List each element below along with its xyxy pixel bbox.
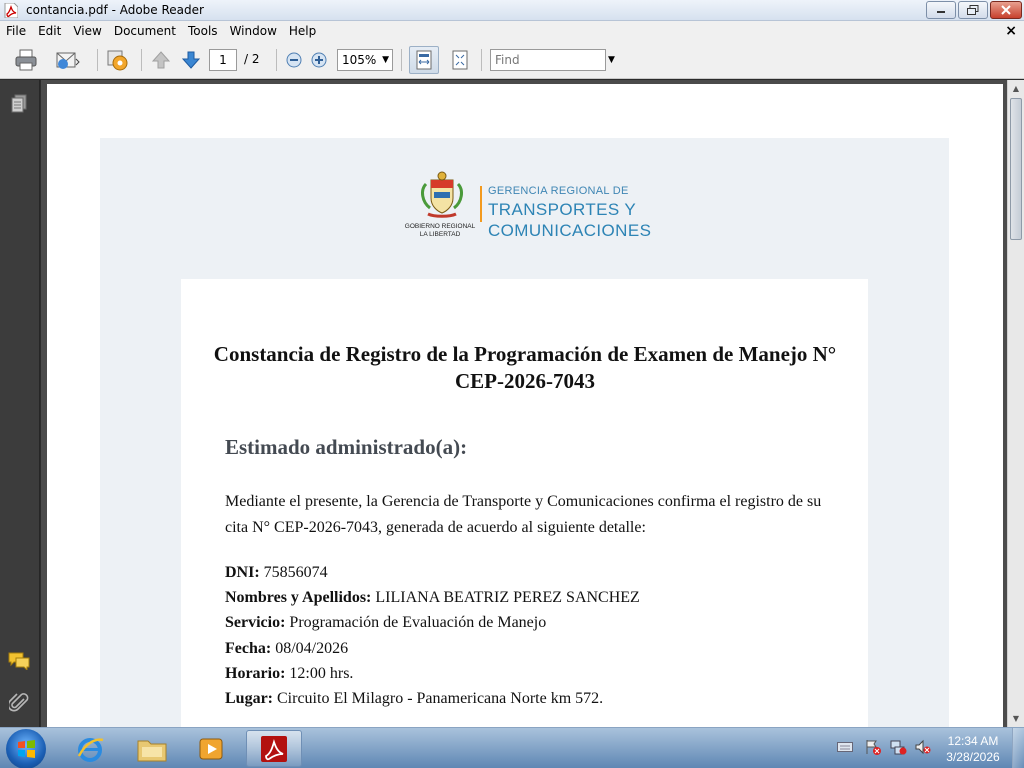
email-icon [55, 49, 81, 71]
close-document-button[interactable]: × [1005, 23, 1017, 39]
detail-label: Nombres y Apellidos: [225, 589, 372, 607]
attachments-panel-button[interactable] [8, 693, 30, 715]
document-viewport[interactable] [41, 80, 1007, 727]
start-button[interactable] [6, 729, 46, 768]
document-title: Constancia de Registro de la Programación de Examen de Manejo N° CEP-2026-7043 [213, 342, 837, 393]
collaborate-button[interactable] [103, 48, 131, 72]
menu-view[interactable]: View [73, 24, 102, 38]
intro-paragraph: Mediante el presente, la Gerencia de Transporte y Comunicaciones confirma el registro de su cita N° CEP-2026-7043, generada de acuerdo al siguiente detalle: [225, 493, 822, 536]
detail-value: 12:00 hrs. [289, 664, 354, 682]
detail-row-servicio [225, 610, 825, 635]
menu-document[interactable]: Document [113, 24, 176, 38]
detail-value: LILIANA BEATRIZ PEREZ SANCHEZ [375, 589, 640, 607]
detail-label: Horario: [225, 664, 286, 682]
find-options-chevron-icon[interactable]: ▼ [608, 55, 615, 65]
institution-logo [404, 170, 652, 244]
detail-row-nombres [225, 585, 825, 610]
fit-width-button[interactable] [409, 46, 439, 74]
find-input[interactable]: Find [490, 49, 606, 71]
restore-icon [967, 5, 979, 15]
menu-tools[interactable]: Tools [188, 24, 218, 38]
restore-button[interactable] [958, 1, 988, 19]
detail-value: 75856074 [263, 564, 328, 581]
clock-time: 12:34 AM [947, 734, 999, 748]
fit-page-button[interactable] [447, 48, 473, 72]
network-icon[interactable] [889, 738, 907, 756]
arrow-down-icon [181, 50, 201, 70]
keyboard-icon[interactable] [836, 738, 854, 756]
title-bar [0, 0, 1024, 21]
detail-label: Servicio: [225, 614, 286, 632]
volume-muted-icon[interactable] [914, 738, 932, 756]
logo-line-3: COMUNICACIONES [488, 221, 652, 240]
pdf-page [47, 84, 1003, 727]
scrollbar-thumb[interactable] [1010, 98, 1022, 240]
gear-icon [105, 48, 129, 72]
greeting: Estimado administrado(a): [225, 435, 468, 459]
pages-panel-button[interactable] [8, 93, 30, 115]
menu-bar [0, 21, 1024, 41]
detail-label: Fecha: [225, 639, 272, 657]
print-button[interactable] [12, 48, 40, 72]
detail-row-dni [225, 560, 825, 585]
printer-icon [14, 49, 38, 71]
system-clock[interactable] [940, 733, 1006, 765]
media-player-icon [197, 735, 227, 763]
fit-width-icon [415, 50, 433, 70]
clock-date: 3/28/2026 [946, 750, 1000, 764]
detail-label: Lugar: [225, 690, 273, 708]
appointment-details [225, 560, 825, 711]
taskbar-media-player[interactable] [184, 730, 240, 767]
navigation-pane [0, 80, 40, 727]
zoom-out-button[interactable] [284, 48, 304, 72]
taskbar-internet-explorer[interactable] [62, 730, 118, 767]
zoom-value: 105% [342, 53, 377, 67]
detail-row-horario [225, 661, 825, 686]
taskbar-file-explorer[interactable] [124, 730, 180, 767]
fit-page-icon [451, 50, 469, 70]
logo-divider [480, 186, 482, 222]
menu-help[interactable]: Help [288, 24, 317, 38]
zoom-select[interactable] [337, 49, 393, 71]
zoom-out-icon [286, 52, 302, 68]
detail-label: DNI: [225, 564, 260, 581]
minimize-icon [936, 6, 946, 14]
menu-file[interactable]: File [6, 24, 27, 38]
show-desktop-button[interactable] [1012, 728, 1024, 768]
page-number-input[interactable]: 1 [209, 49, 237, 71]
gobierno-regional-label: GOBIERNO REGIONAL LA LIBERTAD [404, 223, 476, 238]
arrow-up-icon [151, 50, 171, 70]
logo-line-2: TRANSPORTES Y [488, 200, 637, 219]
previous-page-button[interactable] [149, 48, 173, 72]
close-icon [1000, 5, 1012, 15]
pdf-icon [4, 3, 18, 18]
email-button[interactable] [48, 48, 88, 72]
logo-line-1: GERENCIA REGIONAL DE [488, 185, 629, 197]
minimize-button[interactable] [926, 1, 956, 19]
next-page-button[interactable] [179, 48, 203, 72]
action-center-flag-icon[interactable] [864, 738, 882, 756]
menu-edit[interactable]: Edit [38, 24, 62, 38]
chevron-down-icon: ▼ [382, 55, 389, 65]
detail-value: Programación de Evaluación de Manejo [289, 614, 547, 632]
internet-explorer-icon [75, 734, 105, 764]
window-title: contancia.pdf - Adobe Reader [26, 3, 204, 17]
adobe-reader-icon [260, 735, 288, 763]
menu-window[interactable]: Window [229, 24, 277, 38]
detail-row-lugar [225, 686, 825, 711]
comments-icon [8, 652, 30, 670]
detail-value: 08/04/2026 [275, 639, 349, 657]
page-total: / 2 [244, 52, 260, 66]
comments-panel-button[interactable] [8, 650, 30, 672]
vertical-scrollbar[interactable] [1007, 80, 1024, 727]
scroll-down-arrow-icon[interactable]: ▼ [1012, 714, 1020, 723]
zoom-in-button[interactable] [309, 48, 329, 72]
zoom-in-icon [311, 52, 327, 68]
paperclip-icon [9, 693, 29, 715]
close-window-button[interactable] [990, 1, 1022, 19]
detail-value: Circuito El Milagro - Panamericana Norte km 572. [277, 690, 604, 708]
coat-of-arms-icon [418, 170, 466, 222]
taskbar [0, 727, 1024, 768]
taskbar-adobe-reader[interactable] [246, 730, 302, 767]
windows-logo-icon [6, 729, 46, 768]
scroll-up-arrow-icon[interactable]: ▲ [1012, 84, 1020, 93]
detail-row-fecha [225, 636, 825, 661]
folder-icon [136, 735, 168, 763]
pages-icon [10, 94, 28, 114]
